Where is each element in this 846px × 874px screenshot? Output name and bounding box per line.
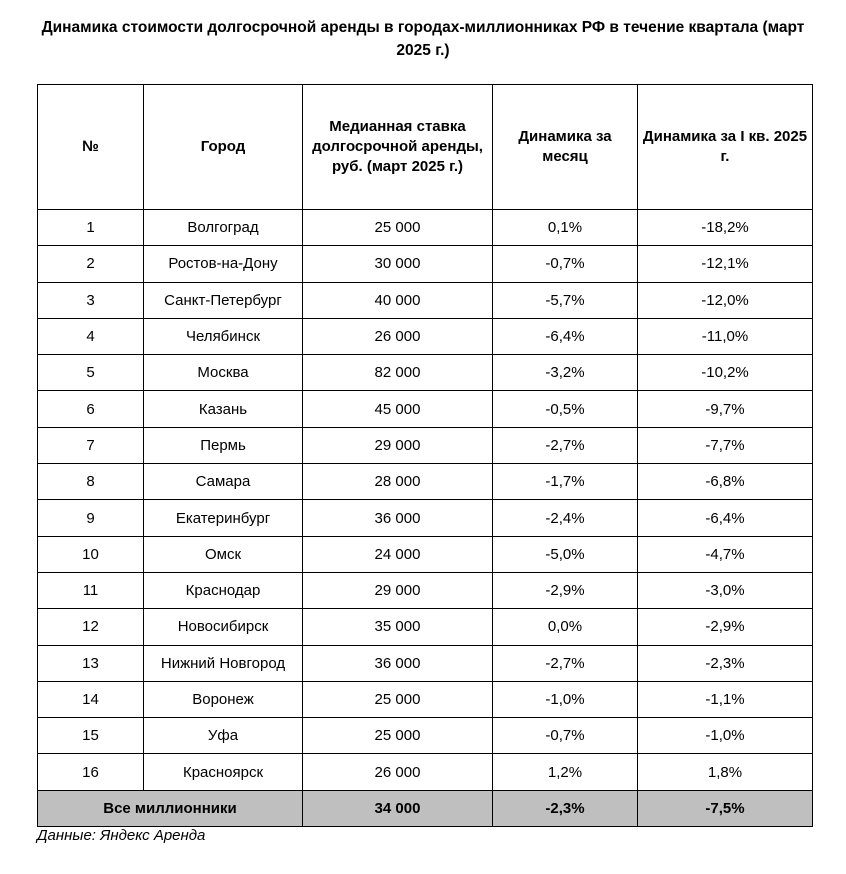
cell-number: 6 bbox=[38, 391, 144, 427]
cell-median-rate: 25 000 bbox=[303, 210, 493, 246]
cell-city: Москва bbox=[144, 355, 303, 391]
cell-median-rate: 45 000 bbox=[303, 391, 493, 427]
table-row bbox=[38, 427, 813, 463]
cell-city: Челябинск bbox=[144, 318, 303, 354]
cell-month-change: -2,9% bbox=[493, 572, 638, 608]
table-row bbox=[38, 536, 813, 572]
cell-quarter-change: -12,1% bbox=[638, 246, 813, 282]
cell-month-change: -0,7% bbox=[493, 718, 638, 754]
cell-number: 2 bbox=[38, 246, 144, 282]
cell-quarter-change: 1,8% bbox=[638, 754, 813, 790]
header-number: № bbox=[38, 85, 144, 210]
cell-month-change: -5,0% bbox=[493, 536, 638, 572]
cell-median-rate: 25 000 bbox=[303, 681, 493, 717]
cell-city: Пермь bbox=[144, 427, 303, 463]
cell-number: 1 bbox=[38, 210, 144, 246]
cell-median-rate: 25 000 bbox=[303, 718, 493, 754]
cell-city: Самара bbox=[144, 464, 303, 500]
cell-median-rate: 26 000 bbox=[303, 754, 493, 790]
cell-month-change: 0,0% bbox=[493, 609, 638, 645]
cell-city: Новосибирск bbox=[144, 609, 303, 645]
header-month-change: Динамика за месяц bbox=[493, 85, 638, 210]
cell-month-change: -5,7% bbox=[493, 282, 638, 318]
table-row bbox=[38, 609, 813, 645]
cell-month-change: -3,2% bbox=[493, 355, 638, 391]
cell-quarter-change: -6,8% bbox=[638, 464, 813, 500]
cell-month-change: -1,7% bbox=[493, 464, 638, 500]
cell-quarter-change: -4,7% bbox=[638, 536, 813, 572]
cell-month-change: -0,5% bbox=[493, 391, 638, 427]
total-row bbox=[38, 790, 813, 826]
cell-quarter-change: -2,9% bbox=[638, 609, 813, 645]
cell-number: 8 bbox=[38, 464, 144, 500]
table-row bbox=[38, 355, 813, 391]
rent-table bbox=[37, 84, 813, 827]
cell-median-rate: 35 000 bbox=[303, 609, 493, 645]
cell-month-change: -2,7% bbox=[493, 427, 638, 463]
total-label: Все миллионники bbox=[38, 790, 303, 826]
cell-median-rate: 28 000 bbox=[303, 464, 493, 500]
table-row bbox=[38, 572, 813, 608]
table-row bbox=[38, 718, 813, 754]
cell-quarter-change: -1,0% bbox=[638, 718, 813, 754]
cell-quarter-change: -10,2% bbox=[638, 355, 813, 391]
cell-quarter-change: -9,7% bbox=[638, 391, 813, 427]
cell-city: Омск bbox=[144, 536, 303, 572]
cell-number: 11 bbox=[38, 572, 144, 608]
header-city: Город bbox=[144, 85, 303, 210]
cell-city: Красноярск bbox=[144, 754, 303, 790]
cell-median-rate: 36 000 bbox=[303, 500, 493, 536]
cell-city: Екатеринбург bbox=[144, 500, 303, 536]
table-row bbox=[38, 391, 813, 427]
cell-quarter-change: -6,4% bbox=[638, 500, 813, 536]
cell-number: 12 bbox=[38, 609, 144, 645]
cell-number: 3 bbox=[38, 282, 144, 318]
table-body bbox=[38, 210, 813, 791]
cell-city: Волгоград bbox=[144, 210, 303, 246]
cell-city: Санкт-Петербург bbox=[144, 282, 303, 318]
table-row bbox=[38, 318, 813, 354]
cell-median-rate: 36 000 bbox=[303, 645, 493, 681]
table-row bbox=[38, 645, 813, 681]
cell-number: 7 bbox=[38, 427, 144, 463]
total-median-rate: 34 000 bbox=[303, 790, 493, 826]
cell-quarter-change: -1,1% bbox=[638, 681, 813, 717]
cell-city: Уфа bbox=[144, 718, 303, 754]
table-row bbox=[38, 464, 813, 500]
cell-number: 15 bbox=[38, 718, 144, 754]
total-quarter-change: -7,5% bbox=[638, 790, 813, 826]
cell-median-rate: 29 000 bbox=[303, 572, 493, 608]
cell-quarter-change: -12,0% bbox=[638, 282, 813, 318]
table-row bbox=[38, 210, 813, 246]
header-median-rate: Медианная ставка долгосрочной аренды, руб. (март 2025 г.) bbox=[303, 85, 493, 210]
cell-month-change: -6,4% bbox=[493, 318, 638, 354]
cell-number: 13 bbox=[38, 645, 144, 681]
header-row bbox=[38, 85, 813, 210]
table-row bbox=[38, 246, 813, 282]
cell-number: 4 bbox=[38, 318, 144, 354]
cell-median-rate: 40 000 bbox=[303, 282, 493, 318]
source-note: Данные: Яндекс Аренда bbox=[37, 827, 206, 844]
table-row bbox=[38, 754, 813, 790]
cell-median-rate: 82 000 bbox=[303, 355, 493, 391]
cell-median-rate: 26 000 bbox=[303, 318, 493, 354]
cell-month-change: -0,7% bbox=[493, 246, 638, 282]
cell-city: Краснодар bbox=[144, 572, 303, 608]
total-month-change: -2,3% bbox=[493, 790, 638, 826]
cell-median-rate: 24 000 bbox=[303, 536, 493, 572]
table-row bbox=[38, 681, 813, 717]
cell-quarter-change: -18,2% bbox=[638, 210, 813, 246]
cell-city: Нижний Новгород bbox=[144, 645, 303, 681]
cell-city: Ростов-на-Дону bbox=[144, 246, 303, 282]
cell-month-change: -2,4% bbox=[493, 500, 638, 536]
cell-number: 10 bbox=[38, 536, 144, 572]
cell-month-change: -1,0% bbox=[493, 681, 638, 717]
table-row bbox=[38, 500, 813, 536]
cell-number: 14 bbox=[38, 681, 144, 717]
cell-number: 5 bbox=[38, 355, 144, 391]
cell-median-rate: 30 000 bbox=[303, 246, 493, 282]
header-quarter-change: Динамика за I кв. 2025 г. bbox=[638, 85, 813, 210]
cell-month-change: 1,2% bbox=[493, 754, 638, 790]
cell-median-rate: 29 000 bbox=[303, 427, 493, 463]
cell-quarter-change: -3,0% bbox=[638, 572, 813, 608]
cell-month-change: 0,1% bbox=[493, 210, 638, 246]
cell-number: 9 bbox=[38, 500, 144, 536]
cell-number: 16 bbox=[38, 754, 144, 790]
cell-month-change: -2,7% bbox=[493, 645, 638, 681]
cell-quarter-change: -2,3% bbox=[638, 645, 813, 681]
table-row bbox=[38, 282, 813, 318]
page-title: Динамика стоимости долгосрочной аренды в городах-миллионниках РФ в течение квартала (март 2025 г.) bbox=[41, 19, 805, 59]
cell-quarter-change: -11,0% bbox=[638, 318, 813, 354]
cell-city: Воронеж bbox=[144, 681, 303, 717]
cell-city: Казань bbox=[144, 391, 303, 427]
cell-quarter-change: -7,7% bbox=[638, 427, 813, 463]
